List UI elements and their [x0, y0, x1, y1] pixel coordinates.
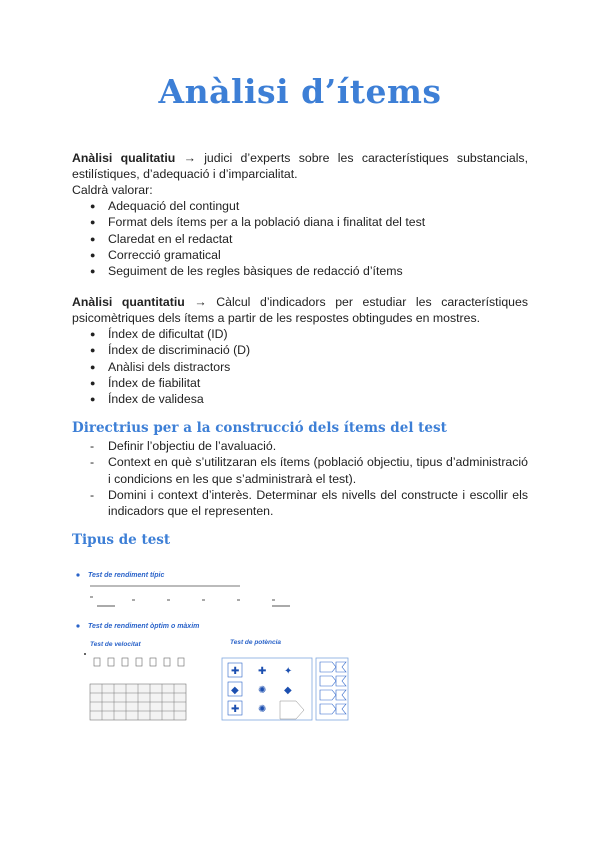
qualitative-paragraph: [72, 150, 528, 183]
svg-text:◆: ◆: [284, 685, 292, 696]
test-types-heading: Tipus de test: [72, 532, 171, 548]
svg-text:✚: ✚: [231, 704, 240, 715]
list-item: ● Correcció gramatical: [72, 247, 425, 263]
list-item: ● Índex de fiabilitat: [72, 375, 250, 391]
svg-text:✺: ✺: [258, 704, 267, 715]
svg-text:◆: ◆: [231, 685, 239, 696]
guidelines-heading: Directrius per a la construcció dels ítems del test: [72, 420, 447, 436]
power-test-sample: [222, 658, 348, 720]
svg-text:✦: ✦: [284, 666, 293, 677]
qualitative-list: [72, 198, 425, 279]
list-item: ● Claredat en el redactat: [72, 231, 425, 247]
svg-text:✚: ✚: [231, 666, 240, 677]
typical-test-label: Test de rendiment típic: [88, 572, 165, 579]
list-item: ● Adequació del contingut: [72, 198, 425, 214]
svg-text:✺: ✺: [258, 685, 267, 696]
list-item: - Domini i context d’interès. Determinar els nivells del constructe i escollir els indicadors que el representen.: [72, 487, 528, 520]
quantitative-text: Càlcul d’indicadors per estudiar les característiques psicomètriques dels ítems a partir de les respostes obtingudes en mostres.: [72, 295, 528, 326]
list-item: ● Format dels ítems per a la població diana i finalitat del test: [72, 214, 425, 230]
speed-test-label: Test de velocitat: [90, 641, 141, 648]
list-item: - Definir l’objectiu de l’avaluació.: [72, 438, 528, 454]
qualitative-text: judici d’experts sobre les característiques substancials, estilístiques, d’adequació i d’imparcialitat.: [72, 151, 529, 182]
list-item: ● Índex de dificultat (ID): [72, 326, 250, 342]
power-test-label: Test de potència: [230, 639, 282, 646]
page-title: Anàlisi d’ítems: [158, 72, 442, 111]
speed-test-sample: [84, 653, 186, 720]
quantitative-term: Anàlisi quantitatiu: [72, 295, 185, 309]
quantitative-arrow: →: [194, 295, 207, 309]
list-item: - Context en què s’utilitzaran els ítems (població objectiu, tipus d’administració i condicions en les que s’administrarà el test).: [72, 454, 528, 487]
optimal-test-label: Test de rendiment òptim o màxim: [88, 623, 200, 630]
typical-test-sample: [90, 585, 290, 607]
list-item: ● Índex de validesa: [72, 391, 250, 407]
list-item: ● Anàlisi dels distractors: [72, 359, 250, 375]
list-item: ● Índex de discriminació (D): [72, 342, 250, 358]
qualitative-arrow: →: [183, 151, 196, 165]
test-types-figure: [72, 566, 372, 726]
guidelines-list: [72, 438, 528, 519]
list-item: ● Seguiment de les regles bàsiques de redacció d’ítems: [72, 263, 425, 279]
quantitative-paragraph: [72, 294, 528, 327]
quantitative-list: [72, 326, 250, 407]
qualitative-intro: Caldrà valorar:: [72, 183, 153, 197]
qualitative-term: Anàlisi qualitatiu: [72, 151, 176, 165]
svg-text:✚: ✚: [258, 666, 267, 677]
